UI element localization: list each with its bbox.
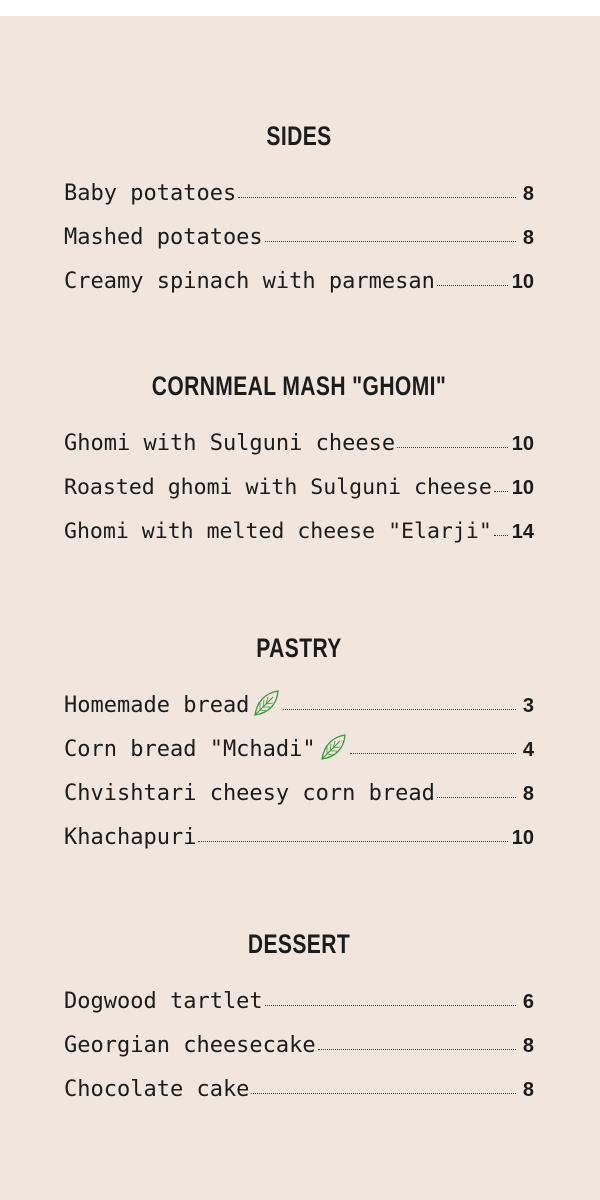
menu-item	[64, 162, 534, 206]
item-name: Creamy spinach with parmesan	[64, 269, 435, 294]
item-name: Georgian cheesecake	[64, 1033, 316, 1058]
dot-leader	[494, 534, 508, 536]
item-price: 4	[522, 739, 534, 761]
item-name: Dogwood tartlet	[64, 989, 263, 1014]
item-name: Khachapuri	[64, 825, 197, 850]
item-name: Roasted ghomi with Sulguni cheese	[64, 475, 492, 500]
item-name: Baby potatoes	[64, 181, 237, 206]
menu-item	[64, 206, 534, 250]
item-name-text: Homemade bread	[64, 693, 250, 718]
dot-leader	[265, 1004, 516, 1006]
item-price: 8	[522, 783, 534, 805]
item-price: 8	[522, 183, 534, 205]
item-price: 10	[511, 827, 534, 849]
section-title: CORNMEAL MASH "GHOMI"	[151, 371, 447, 401]
leaf-icon	[251, 688, 281, 718]
item-name	[64, 732, 348, 762]
menu-page	[0, 16, 600, 1200]
item-name	[64, 688, 281, 718]
section-pastry	[64, 630, 534, 850]
dot-leader	[198, 840, 507, 842]
menu-item	[64, 718, 534, 762]
item-price: 8	[522, 1079, 534, 1101]
menu-item	[64, 412, 534, 456]
item-name: Ghomi with Sulguni cheese	[64, 431, 396, 456]
menu-item	[64, 500, 534, 544]
menu-item	[64, 250, 534, 294]
leaf-icon	[318, 732, 348, 762]
menu-item	[64, 1058, 534, 1102]
section-cornmeal-mash	[64, 368, 534, 544]
item-price: 14	[511, 521, 534, 543]
dot-leader	[397, 446, 508, 448]
item-price: 10	[511, 433, 534, 455]
dot-leader	[283, 708, 516, 710]
item-name: Chvishtari cheesy corn bread	[64, 781, 435, 806]
menu-item	[64, 674, 534, 718]
menu-item	[64, 456, 534, 500]
item-name: Chocolate cake	[64, 1077, 250, 1102]
section-title: PASTRY	[256, 633, 342, 663]
dot-leader	[494, 490, 508, 492]
item-name-text: Corn bread "Mchadi"	[64, 737, 316, 762]
item-price: 3	[522, 695, 534, 717]
item-price: 10	[511, 477, 534, 499]
item-price: 8	[522, 1035, 534, 1057]
dot-leader	[437, 796, 516, 798]
section-title: DESSERT	[247, 929, 351, 959]
menu-item	[64, 806, 534, 850]
dot-leader	[318, 1048, 516, 1050]
section-sides	[64, 118, 534, 294]
menu-item	[64, 762, 534, 806]
dot-leader	[238, 196, 516, 198]
dot-leader	[350, 752, 516, 754]
item-price: 8	[522, 227, 534, 249]
menu-item	[64, 970, 534, 1014]
dot-leader	[265, 240, 516, 242]
dot-leader	[251, 1092, 516, 1094]
item-name: Ghomi with melted cheese "Elarji"	[64, 519, 492, 544]
item-price: 10	[511, 271, 534, 293]
section-dessert	[64, 926, 534, 1102]
item-name: Mashed potatoes	[64, 225, 263, 250]
section-title: SIDES	[266, 121, 332, 151]
item-price: 6	[522, 991, 534, 1013]
menu-item	[64, 1014, 534, 1058]
dot-leader	[437, 284, 508, 286]
